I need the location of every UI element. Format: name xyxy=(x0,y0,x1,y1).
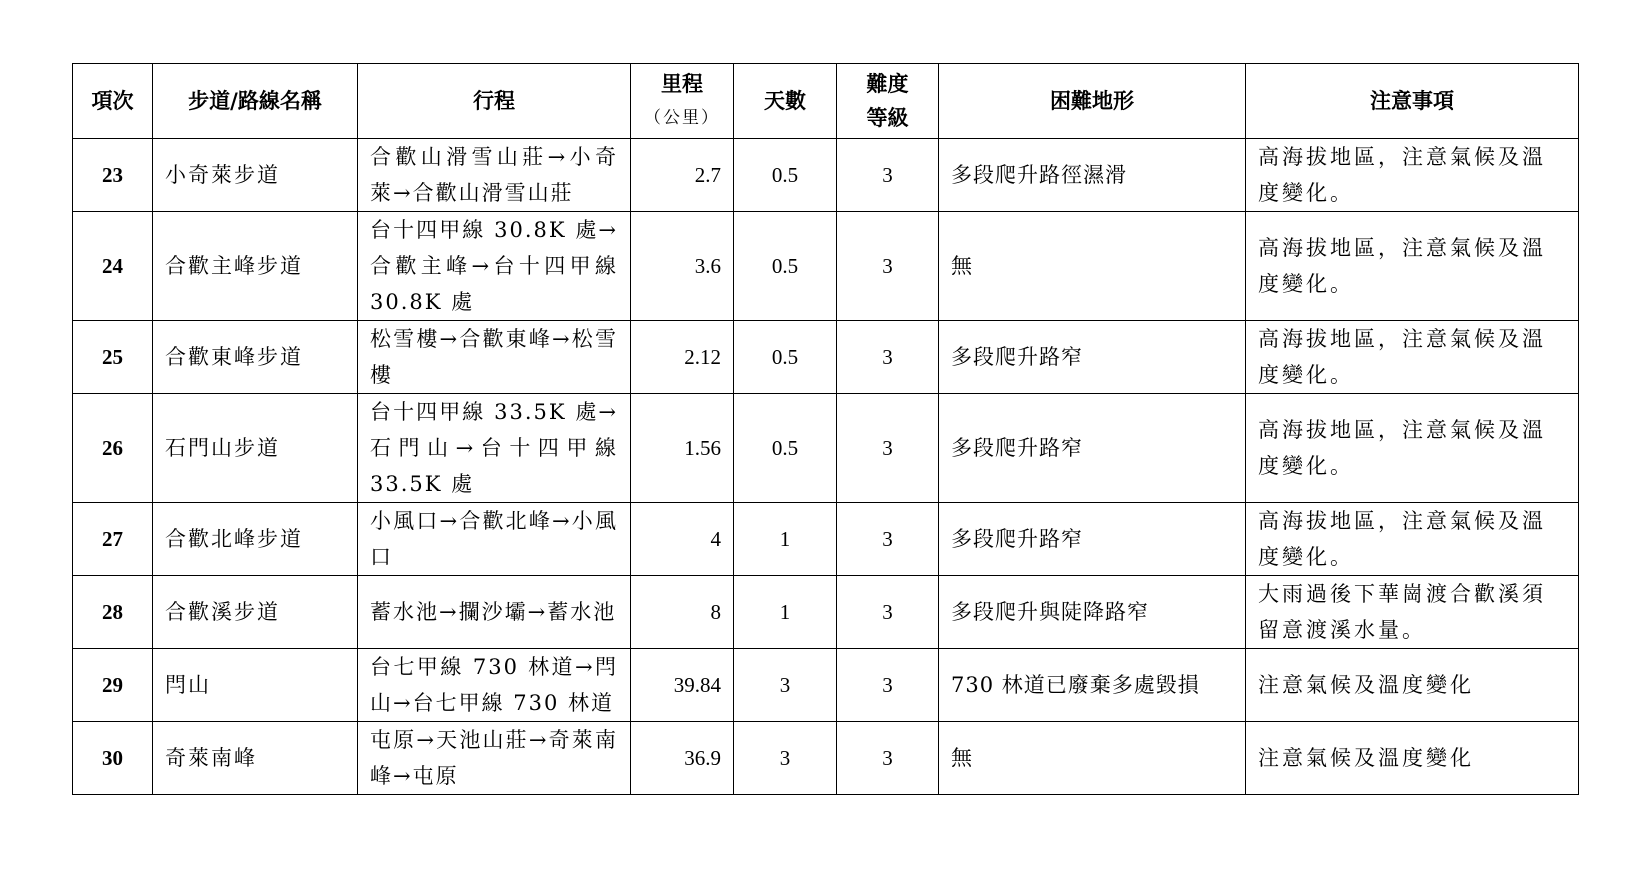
cell-distance: 2.7 xyxy=(631,139,734,212)
header-route: 行程 xyxy=(358,64,631,139)
header-level xyxy=(837,64,939,139)
cell-index: 23 xyxy=(73,139,153,212)
cell-days: 0.5 xyxy=(734,139,837,212)
header-distance-label: 里程 xyxy=(661,71,703,96)
cell-index: 24 xyxy=(73,212,153,321)
cell-notes: 高海拔地區，注意氣候及溫度變化。 xyxy=(1246,394,1579,503)
trail-table xyxy=(72,63,1579,795)
cell-notes: 高海拔地區，注意氣候及溫度變化。 xyxy=(1246,139,1579,212)
cell-name: 合歡溪步道 xyxy=(153,576,358,649)
cell-days: 0.5 xyxy=(734,321,837,394)
cell-notes: 注意氣候及溫度變化 xyxy=(1246,649,1579,722)
cell-index: 26 xyxy=(73,394,153,503)
cell-index: 28 xyxy=(73,576,153,649)
table-row xyxy=(73,503,1579,576)
header-level-line2: 等級 xyxy=(866,105,909,130)
cell-index: 25 xyxy=(73,321,153,394)
cell-distance: 36.9 xyxy=(631,722,734,795)
cell-name: 合歡主峰步道 xyxy=(153,212,358,321)
cell-route: 台十四甲線 30.8K 處→合歡主峰→台十四甲線 30.8K 處 xyxy=(358,212,631,321)
cell-notes: 注意氣候及溫度變化 xyxy=(1246,722,1579,795)
cell-route: 台七甲線 730 林道→閂山→台七甲線 730 林道 xyxy=(358,649,631,722)
cell-terrain: 無 xyxy=(939,722,1246,795)
cell-distance: 3.6 xyxy=(631,212,734,321)
cell-index: 27 xyxy=(73,503,153,576)
cell-level: 3 xyxy=(837,212,939,321)
header-notes: 注意事項 xyxy=(1246,64,1579,139)
header-distance-unit: （公里） xyxy=(644,108,720,128)
table-row xyxy=(73,394,1579,503)
cell-level: 3 xyxy=(837,503,939,576)
cell-route: 合歡山滑雪山莊→小奇萊→合歡山滑雪山莊 xyxy=(358,139,631,212)
cell-terrain: 多段爬升路窄 xyxy=(939,394,1246,503)
header-distance xyxy=(631,64,734,139)
header-name: 步道/路線名稱 xyxy=(153,64,358,139)
table-row xyxy=(73,722,1579,795)
cell-name: 奇萊南峰 xyxy=(153,722,358,795)
cell-name: 石門山步道 xyxy=(153,394,358,503)
cell-distance: 4 xyxy=(631,503,734,576)
cell-index: 29 xyxy=(73,649,153,722)
cell-days: 0.5 xyxy=(734,212,837,321)
cell-route: 蓄水池→攔沙壩→蓄水池 xyxy=(358,576,631,649)
cell-days: 0.5 xyxy=(734,394,837,503)
cell-terrain: 多段爬升路徑濕滑 xyxy=(939,139,1246,212)
header-row xyxy=(73,64,1579,139)
cell-notes: 高海拔地區，注意氣候及溫度變化。 xyxy=(1246,503,1579,576)
cell-index: 30 xyxy=(73,722,153,795)
cell-route: 台十四甲線 33.5K 處→石門山→台十四甲線 33.5K 處 xyxy=(358,394,631,503)
cell-level: 3 xyxy=(837,139,939,212)
cell-days: 3 xyxy=(734,722,837,795)
cell-level: 3 xyxy=(837,321,939,394)
cell-route: 松雪樓→合歡東峰→松雪樓 xyxy=(358,321,631,394)
cell-level: 3 xyxy=(837,649,939,722)
cell-name: 閂山 xyxy=(153,649,358,722)
cell-days: 3 xyxy=(734,649,837,722)
cell-terrain: 多段爬升路窄 xyxy=(939,503,1246,576)
header-level-line1: 難度 xyxy=(866,71,909,96)
header-index: 項次 xyxy=(73,64,153,139)
cell-terrain: 多段爬升與陡降路窄 xyxy=(939,576,1246,649)
cell-notes: 高海拔地區，注意氣候及溫度變化。 xyxy=(1246,212,1579,321)
cell-notes: 大雨過後下華崗渡合歡溪須留意渡溪水量。 xyxy=(1246,576,1579,649)
cell-notes: 高海拔地區，注意氣候及溫度變化。 xyxy=(1246,321,1579,394)
cell-distance: 39.84 xyxy=(631,649,734,722)
cell-name: 合歡北峰步道 xyxy=(153,503,358,576)
cell-level: 3 xyxy=(837,576,939,649)
cell-distance: 1.56 xyxy=(631,394,734,503)
cell-terrain: 730 林道已廢棄多處毀損 xyxy=(939,649,1246,722)
cell-level: 3 xyxy=(837,394,939,503)
header-terrain: 困難地形 xyxy=(939,64,1246,139)
table-row xyxy=(73,649,1579,722)
cell-distance: 8 xyxy=(631,576,734,649)
header-days: 天數 xyxy=(734,64,837,139)
cell-level: 3 xyxy=(837,722,939,795)
cell-route: 小風口→合歡北峰→小風口 xyxy=(358,503,631,576)
table-row xyxy=(73,576,1579,649)
cell-terrain: 無 xyxy=(939,212,1246,321)
cell-days: 1 xyxy=(734,576,837,649)
table-row xyxy=(73,321,1579,394)
table-row xyxy=(73,139,1579,212)
cell-route: 屯原→天池山莊→奇萊南峰→屯原 xyxy=(358,722,631,795)
cell-distance: 2.12 xyxy=(631,321,734,394)
cell-days: 1 xyxy=(734,503,837,576)
cell-terrain: 多段爬升路窄 xyxy=(939,321,1246,394)
table-row xyxy=(73,212,1579,321)
cell-name: 小奇萊步道 xyxy=(153,139,358,212)
cell-name: 合歡東峰步道 xyxy=(153,321,358,394)
